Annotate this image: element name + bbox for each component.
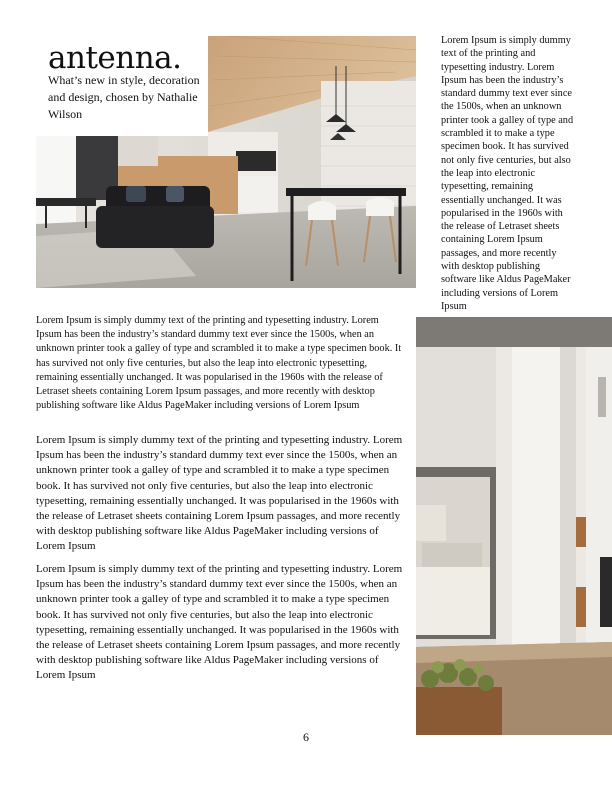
body-paragraph: Lorem Ipsum is simply dummy text of the printing and typesetting industry. Lorem Ipsum has been the industry’s standard dummy text ever since the 1500s, when an unknown printer took a galley of type and scrambled it to make a type specimen book. It has survived not only five centuries, but also the leap into electronic typesetting, remaining essentially unchanged. It was popularised in the 1960s with the release of Letraset sheets containing Lorem Ipsum passages, and more recently with desktop publishing software like Aldus PageMaker including versions of Lorem Ipsum	[36, 434, 403, 553]
title-block	[36, 36, 208, 136]
body-paragraph: Lorem Ipsum is simply dummy text of the printing and typesetting industry. Lorem Ipsum has been the industry’s standard dummy text ever since the 1500s, when an unknown printer took a galley of type and scrambled it to make a type specimen book. It has survived not only five centuries, but also the leap into electronic typesetting, remaining essentially unchanged. It was popularised in the 1960s with the release of Letraset sheets containing Lorem Ipsum passages, and more recently with desktop publishing software like Aldus PageMaker including versions of Lorem Ipsum	[36, 563, 403, 682]
page-number: 6	[303, 730, 309, 744]
magazine-subtitle: What’s new in style, decoration and design, chosen by Nathalie Wilson	[48, 73, 200, 121]
lead-paragraph: Lorem Ipsum is simply dummy text of the printing and typesetting industry. Lorem Ipsum has been the industry’s standard dummy text ever since the 1500s, when an unknown printer took a galley of type and scrambled it to make a type specimen book. It has survived not only five centuries, but also the leap into electronic typesetting, remaining essentially unchanged. It was popularised in the 1960s with the release of Letraset sheets containing Lorem Ipsum passages, and more recently with desktop publishing software like Aldus PageMaker including versions of Lorem Ipsum	[36, 315, 402, 412]
side-column-text: Lorem Ipsum is simply dummy text of the printing and typesetting industry. Lorem Ipsum has been the industry’s standard dummy text ever since the 1500s, when an unknown printer took a galley of type and scrambled it to make a type specimen book. It has survived not only five centuries, but also the leap into electronic typesetting, remaining essentially unchanged. It was popularised in the 1960s with the release of Letraset sheets containing Lorem Ipsum passages, and more recently with desktop publishing software like Aldus PageMaker including versions of Lorem Ipsum	[441, 35, 574, 312]
interior-photo	[416, 317, 612, 735]
magazine-title: antenna.	[48, 40, 182, 76]
